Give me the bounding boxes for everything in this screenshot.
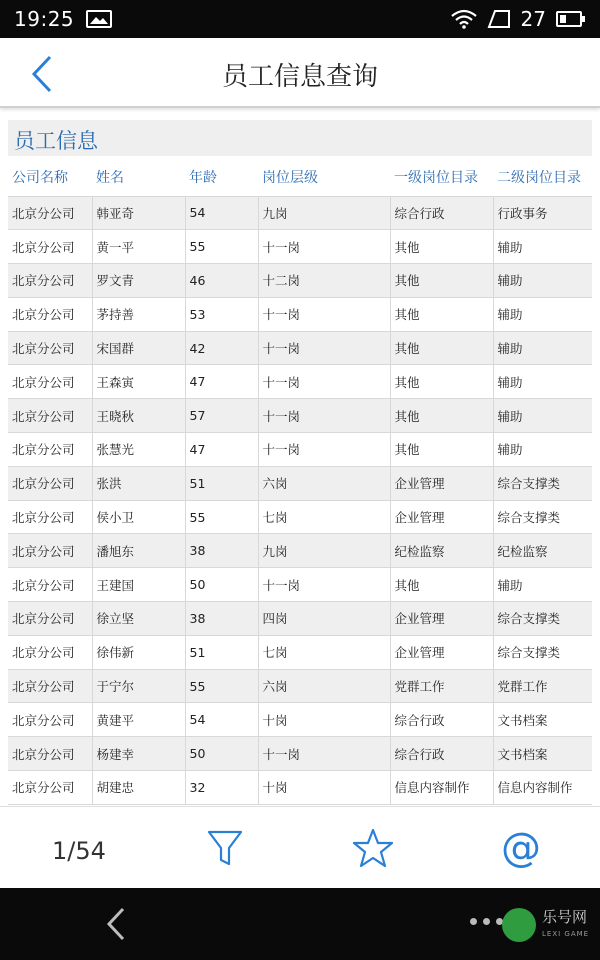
filter-button[interactable] bbox=[202, 825, 248, 871]
cell-level: 十一岗 bbox=[258, 737, 390, 771]
table-row[interactable] bbox=[8, 264, 592, 298]
cell-primary-category: 其他 bbox=[390, 568, 493, 602]
employee-table bbox=[8, 158, 592, 805]
battery-level: 27 bbox=[520, 7, 546, 31]
cell-level: 十一岗 bbox=[258, 433, 390, 467]
wifi-icon bbox=[451, 9, 477, 29]
status-right bbox=[451, 7, 586, 31]
cell-name: 韩亚奇 bbox=[92, 196, 185, 230]
cell-company: 北京分公司 bbox=[8, 466, 92, 500]
cell-level: 十二岗 bbox=[258, 264, 390, 298]
cell-company: 北京分公司 bbox=[8, 771, 92, 805]
signal-icon bbox=[487, 9, 511, 29]
cell-name: 宋国群 bbox=[92, 331, 185, 365]
watermark-subtext: LEXI GAME bbox=[542, 930, 590, 938]
table-row[interactable] bbox=[8, 669, 592, 703]
cell-age: 47 bbox=[185, 433, 258, 467]
cell-age: 57 bbox=[185, 399, 258, 433]
cell-name: 张洪 bbox=[92, 466, 185, 500]
cell-name: 王建国 bbox=[92, 568, 185, 602]
table-row[interactable] bbox=[8, 365, 592, 399]
cell-company: 北京分公司 bbox=[8, 196, 92, 230]
cell-secondary-category: 纪检监察 bbox=[493, 534, 592, 568]
cell-name: 黄建平 bbox=[92, 703, 185, 737]
section-header bbox=[8, 120, 592, 156]
table-row[interactable] bbox=[8, 703, 592, 737]
cell-company: 北京分公司 bbox=[8, 669, 92, 703]
cell-name: 徐立坚 bbox=[92, 602, 185, 636]
cell-level: 十一岗 bbox=[258, 365, 390, 399]
cell-primary-category: 综合行政 bbox=[390, 737, 493, 771]
cell-secondary-category: 辅助 bbox=[493, 399, 592, 433]
cell-name: 胡建忠 bbox=[92, 771, 185, 805]
page-title: 员工信息查询 bbox=[221, 62, 378, 92]
cell-primary-category: 企业管理 bbox=[390, 500, 493, 534]
table-row[interactable] bbox=[8, 297, 592, 331]
cell-secondary-category: 综合支撑类 bbox=[493, 466, 592, 500]
cell-level: 七岗 bbox=[258, 635, 390, 669]
cell-name: 黄一平 bbox=[92, 230, 185, 264]
cell-level: 十一岗 bbox=[258, 568, 390, 602]
column-header-company[interactable]: 公司名称 bbox=[8, 158, 92, 196]
cell-primary-category: 其他 bbox=[390, 230, 493, 264]
cell-primary-category: 其他 bbox=[390, 264, 493, 298]
image-notification-icon bbox=[86, 10, 112, 28]
cell-company: 北京分公司 bbox=[8, 297, 92, 331]
cell-primary-category: 党群工作 bbox=[390, 669, 493, 703]
cell-age: 38 bbox=[185, 602, 258, 636]
status-bar bbox=[0, 0, 600, 38]
cell-name: 茅持善 bbox=[92, 297, 185, 331]
cell-age: 32 bbox=[185, 771, 258, 805]
column-header-age[interactable]: 年龄 bbox=[185, 158, 258, 196]
cell-primary-category: 企业管理 bbox=[390, 602, 493, 636]
nav-back-button[interactable] bbox=[98, 904, 134, 944]
cell-age: 54 bbox=[185, 703, 258, 737]
column-header-secondary-category[interactable]: 二级岗位目录 bbox=[493, 158, 592, 196]
cell-primary-category: 信息内容制作 bbox=[390, 771, 493, 805]
cell-level: 九岗 bbox=[258, 534, 390, 568]
cell-level: 六岗 bbox=[258, 466, 390, 500]
cell-level: 十一岗 bbox=[258, 399, 390, 433]
cell-age: 38 bbox=[185, 534, 258, 568]
cell-secondary-category: 信息内容制作 bbox=[493, 771, 592, 805]
table-row[interactable] bbox=[8, 635, 592, 669]
cell-secondary-category: 文书档案 bbox=[493, 737, 592, 771]
cell-secondary-category: 辅助 bbox=[493, 433, 592, 467]
cell-secondary-category: 综合支撑类 bbox=[493, 602, 592, 636]
cell-secondary-category: 辅助 bbox=[493, 331, 592, 365]
cell-secondary-category: 综合支撑类 bbox=[493, 500, 592, 534]
cell-secondary-category: 辅助 bbox=[493, 264, 592, 298]
cell-age: 53 bbox=[185, 297, 258, 331]
cell-company: 北京分公司 bbox=[8, 399, 92, 433]
table-row[interactable] bbox=[8, 602, 592, 636]
cell-name: 罗文青 bbox=[92, 264, 185, 298]
table-row[interactable] bbox=[8, 568, 592, 602]
cell-age: 55 bbox=[185, 500, 258, 534]
cell-name: 张慧光 bbox=[92, 433, 185, 467]
section-title: 员工信息 bbox=[14, 129, 98, 153]
nav-back-icon bbox=[105, 907, 127, 941]
table-row[interactable] bbox=[8, 399, 592, 433]
cell-name: 潘旭东 bbox=[92, 534, 185, 568]
cell-age: 42 bbox=[185, 331, 258, 365]
cell-company: 北京分公司 bbox=[8, 635, 92, 669]
cell-level: 十一岗 bbox=[258, 230, 390, 264]
cell-primary-category: 综合行政 bbox=[390, 703, 493, 737]
cell-age: 51 bbox=[185, 635, 258, 669]
cell-secondary-category: 行政事务 bbox=[493, 196, 592, 230]
table-header-row bbox=[8, 158, 592, 196]
table-row[interactable] bbox=[8, 771, 592, 805]
cell-level: 九岗 bbox=[258, 196, 390, 230]
cell-name: 侯小卫 bbox=[92, 500, 185, 534]
cell-age: 54 bbox=[185, 196, 258, 230]
column-header-level[interactable]: 岗位层级 bbox=[258, 158, 390, 196]
cell-age: 55 bbox=[185, 230, 258, 264]
dot-icon bbox=[470, 918, 477, 925]
cell-primary-category: 企业管理 bbox=[390, 635, 493, 669]
cell-name: 于宁尔 bbox=[92, 669, 185, 703]
cell-level: 四岗 bbox=[258, 602, 390, 636]
navigation-bar bbox=[0, 888, 600, 960]
favorite-button[interactable] bbox=[350, 825, 396, 871]
cell-name: 王晓秋 bbox=[92, 399, 185, 433]
cell-age: 55 bbox=[185, 669, 258, 703]
table-row[interactable] bbox=[8, 737, 592, 771]
cell-primary-category: 其他 bbox=[390, 365, 493, 399]
cell-level: 十一岗 bbox=[258, 297, 390, 331]
cell-primary-category: 其他 bbox=[390, 433, 493, 467]
share-button[interactable] bbox=[498, 825, 544, 871]
table-row[interactable] bbox=[8, 500, 592, 534]
cell-company: 北京分公司 bbox=[8, 737, 92, 771]
column-header-primary-category[interactable]: 一级岗位目录 bbox=[390, 158, 493, 196]
cell-company: 北京分公司 bbox=[8, 568, 92, 602]
cell-primary-category: 其他 bbox=[390, 399, 493, 433]
star-icon bbox=[352, 827, 394, 869]
cell-company: 北京分公司 bbox=[8, 365, 92, 399]
cell-secondary-category: 党群工作 bbox=[493, 669, 592, 703]
cell-primary-category: 其他 bbox=[390, 331, 493, 365]
filter-icon bbox=[205, 828, 245, 868]
cell-name: 杨建幸 bbox=[92, 737, 185, 771]
cell-primary-category: 企业管理 bbox=[390, 466, 493, 500]
cell-name: 徐伟新 bbox=[92, 635, 185, 669]
cell-secondary-category: 辅助 bbox=[493, 365, 592, 399]
cell-primary-category: 综合行政 bbox=[390, 196, 493, 230]
cell-company: 北京分公司 bbox=[8, 703, 92, 737]
table-row[interactable] bbox=[8, 534, 592, 568]
watermark-logo-icon bbox=[502, 908, 536, 942]
cell-company: 北京分公司 bbox=[8, 602, 92, 636]
table-row[interactable] bbox=[8, 466, 592, 500]
cell-company: 北京分公司 bbox=[8, 433, 92, 467]
battery-icon bbox=[556, 10, 586, 28]
cell-age: 51 bbox=[185, 466, 258, 500]
cell-level: 十一岗 bbox=[258, 331, 390, 365]
cell-company: 北京分公司 bbox=[8, 230, 92, 264]
cell-age: 50 bbox=[185, 568, 258, 602]
status-time: 19:25 bbox=[14, 7, 75, 31]
table-row[interactable] bbox=[8, 196, 592, 230]
dot-icon bbox=[483, 918, 490, 925]
table-row[interactable] bbox=[8, 331, 592, 365]
table-row[interactable] bbox=[8, 433, 592, 467]
app-header bbox=[0, 38, 600, 108]
cell-level: 六岗 bbox=[258, 669, 390, 703]
column-header-name[interactable]: 姓名 bbox=[92, 158, 185, 196]
table-row[interactable] bbox=[8, 230, 592, 264]
cell-company: 北京分公司 bbox=[8, 534, 92, 568]
cell-company: 北京分公司 bbox=[8, 500, 92, 534]
page-indicator: 1/54 bbox=[52, 837, 106, 865]
watermark bbox=[502, 904, 592, 948]
cell-secondary-category: 辅助 bbox=[493, 568, 592, 602]
cell-secondary-category: 综合支撑类 bbox=[493, 635, 592, 669]
at-icon: @ bbox=[501, 825, 541, 871]
cell-age: 47 bbox=[185, 365, 258, 399]
cell-age: 50 bbox=[185, 737, 258, 771]
cell-name: 王森寅 bbox=[92, 365, 185, 399]
cell-age: 46 bbox=[185, 264, 258, 298]
cell-primary-category: 其他 bbox=[390, 297, 493, 331]
cell-company: 北京分公司 bbox=[8, 264, 92, 298]
more-menu-button[interactable] bbox=[470, 918, 503, 925]
cell-level: 七岗 bbox=[258, 500, 390, 534]
cell-secondary-category: 文书档案 bbox=[493, 703, 592, 737]
cell-secondary-category: 辅助 bbox=[493, 297, 592, 331]
watermark-text: 乐号网 bbox=[542, 908, 588, 926]
cell-level: 十岗 bbox=[258, 771, 390, 805]
cell-company: 北京分公司 bbox=[8, 331, 92, 365]
cell-level: 十岗 bbox=[258, 703, 390, 737]
cell-secondary-category: 辅助 bbox=[493, 230, 592, 264]
bottom-toolbar bbox=[0, 806, 600, 888]
cell-primary-category: 纪检监察 bbox=[390, 534, 493, 568]
